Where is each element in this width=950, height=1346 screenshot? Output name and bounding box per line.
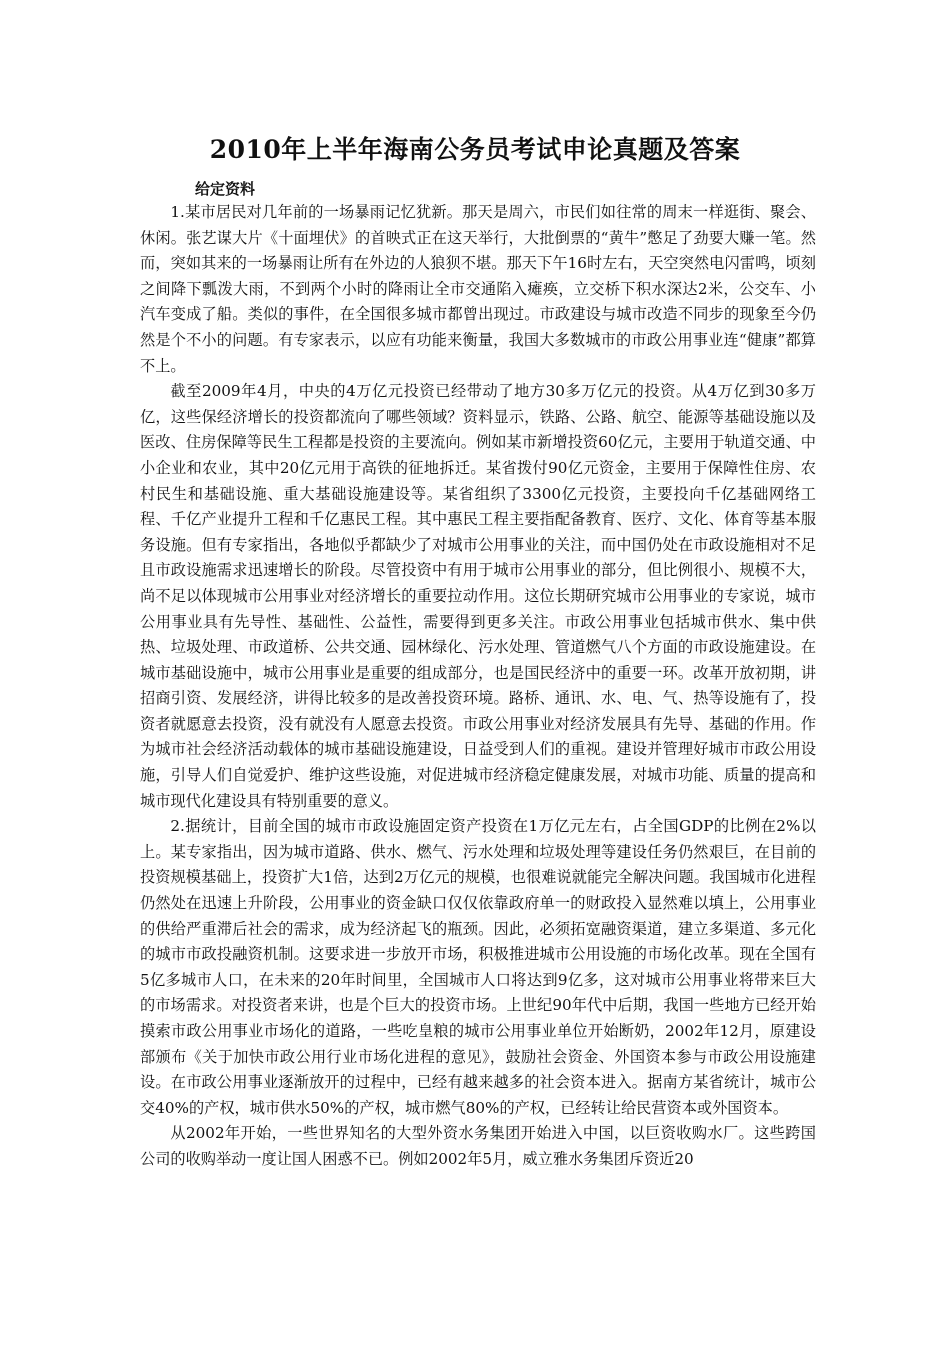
paragraph: 截至2009年4月，中央的4万亿元投资已经带动了地方30多万亿元的投资。从4万亿到30多万亿，这些保经济增长的投资都流向了哪些领域？资料显示，铁路、公路、航空、能源等基础设施以及医改、住房保障等民生工程都是投资的主要流向。例如某市新增投资60亿元，主要用于轨道交通、中小企业和农业，其中20亿元用于高铁的征地拆迁。某省拨付90亿元资金，主要用于保障性住房、农村民生和基础设施、重大基础设施建设等。某省组织了3300亿元投资，主要投向千亿基础网络工程、千亿产业提升工程和千亿惠民工程。其中惠民工程主要指配备教育、医疗、文化、体育等基本服务设施。但有专家指出，各地似乎都缺少了对城市公用事业的关注，而中国仍处在市政设施相对不足且市政设施需求迅速增长的阶段。尽管投资中有用于城市公用事业的部分，但比例很小、规模不大，尚不足以体现城市公用事业对经济增长的重要拉动作用。这位长期研究城市公用事业的专家说，城市公用事业具有先导性、基础性、公益性，需要得到更多关注。市政公用事业包括城市供水、集中供热、垃圾处理、市政道桥、公共交通、园林绿化、污水处理、管道燃气八个方面的市政设施建设。在城市基础设施中，城市公用事业是重要的组成部分，也是国民经济中的重要一环。改革开放初期，讲招商引资、发展经济，讲得比较多的是改善投资环境。路桥、通讯、水、电、气、热等设施有了，投资者就愿意去投资，没有就没有人愿意去投资。市政公用事业对经济发展具有先导、基础的作用。作为城市社会经济活动载体的城市基础设施建设，日益受到人们的重视。建设并管理好城市市政公用设施，引导人们自觉爱护、维护这些设施，对促进城市经济稳定健康发展，对城市功能、质量的提高和城市现代化建设具有特别重要的意义。 — [140, 382, 816, 810]
paragraph: 1.某市居民对几年前的一场暴雨记忆犹新。那天是周六，市民们如往常的周末一样逛街、聚会、休闲。张艺谋大片《十面埋伏》的首映式正在这天举行，大批倒票的“黄牛”憋足了劲要大赚一笔。然而，突如其来的一场暴雨让所有在外边的人狼狈不堪。那天下午16时左右，天空突然电闪雷鸣，顷刻之间降下瓢泼大雨，不到两个小时的降雨让全市交通陷入瘫痪，立交桥下积水深达2米，公交车、小汽车变成了船。类似的事件，在全国很多城市都曾出现过。市政建设与城市改造不同步的现象至今仍然是个不小的问题。有专家表示，以应有功能来衡量，我国大多数城市的市政公用事业连“健康”都算不上。 — [140, 203, 816, 375]
body-text — [140, 200, 816, 1173]
section-heading: 给定资料 — [195, 180, 256, 198]
paragraph: 从2002年开始，一些世界知名的大型外资水务集团开始进入中国，以巨资收购水厂。这些跨国公司的收购举动一度让国人困惑不已。例如2002年5月，威立雅水务集团斥资近20 — [140, 1124, 816, 1168]
paragraph: 2.据统计，目前全国的城市市政设施固定资产投资在1万亿元左右，占全国GDP的比例在2%以上。某专家指出，因为城市道路、供水、燃气、污水处理和垃圾处理等建设任务仍然艰巨，在目前的投资规模基础上，投资扩大1倍，达到2万亿元的规模，也很难说就能完全解决问题。我国城市化进程仍然处在迅速上升阶段，公用事业的资金缺口仅仅依靠政府单一的财政投入显然难以填上，公用事业的供给严重滞后社会的需求，成为经济起飞的瓶颈。因此，必须拓宽融资渠道，建立多渠道、多元化的城市市政投融资机制。这要求进一步放开市场，积极推进城市公用设施的市场化改革。现在全国有5亿多城市人口，在未来的20年时间里，全国城市人口将达到9亿多，这对城市公用事业将带来巨大的市场需求。对投资者来讲，也是个巨大的投资市场。上世纪90年代中后期，我国一些地方已经开始摸索市政公用事业市场化的道路，一些吃皇粮的城市公用事业单位开始断奶，2002年12月，原建设部颁布《关于加快市政公用行业市场化进程的意见》，鼓励社会资金、外国资本参与市政公用设施建设。在市政公用事业逐渐放开的过程中，已经有越来越多的社会资本进入。据南方某省统计，城市公交40%的产权，城市供水50%的产权，城市燃气80%的产权，已经转让给民营资本或外国资本。 — [140, 817, 816, 1117]
document-title: 2010年上半年海南公务员考试申论真题及答案 — [209, 135, 741, 164]
